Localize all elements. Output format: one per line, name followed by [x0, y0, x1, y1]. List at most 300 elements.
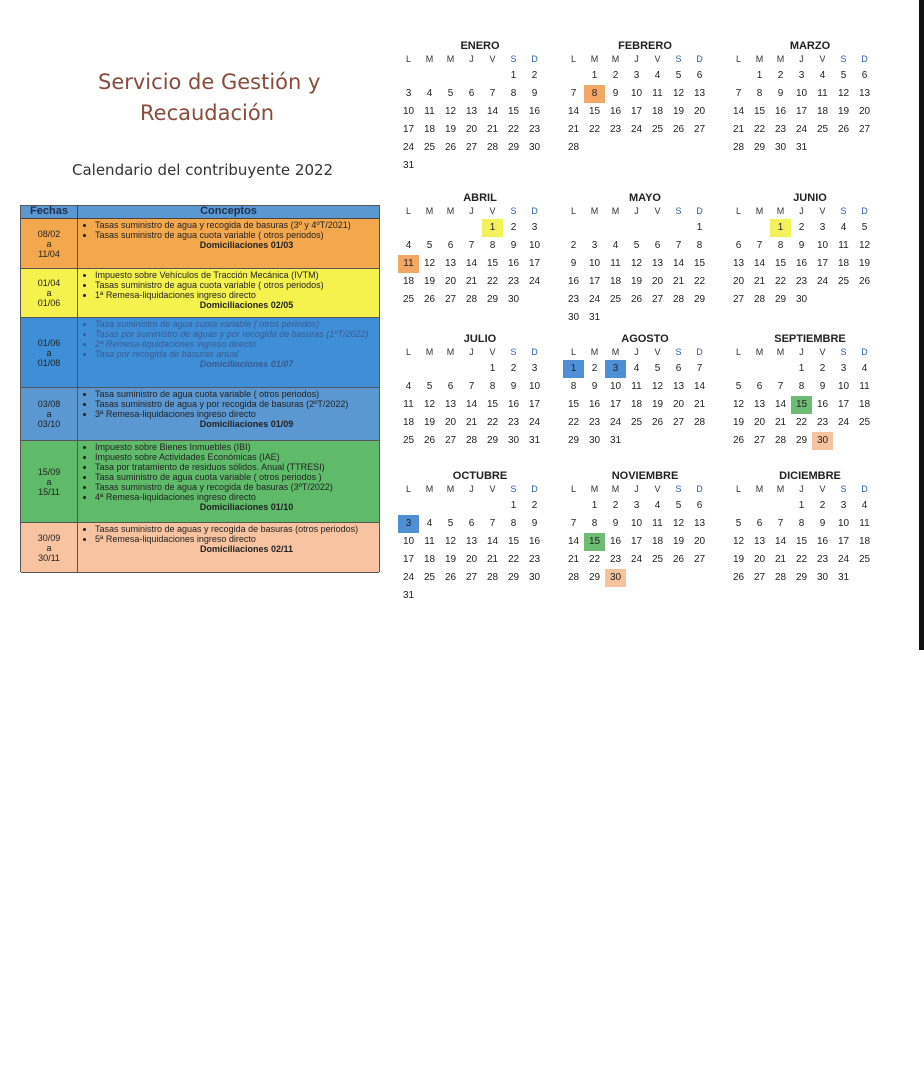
weekday-label: J — [469, 484, 474, 494]
weekday-label: L — [570, 484, 576, 494]
month-febrero — [563, 40, 713, 157]
day: 1 — [798, 363, 805, 374]
day: 13 — [444, 258, 457, 269]
day: 20 — [672, 399, 685, 410]
day: 24 — [528, 417, 541, 428]
day: 10 — [528, 240, 541, 251]
weekday-label: J — [799, 347, 804, 357]
weekday-label: V — [654, 347, 661, 357]
day: 13 — [753, 536, 766, 547]
page-subtitle: Calendario del contribuyente 2022 — [72, 161, 334, 179]
day: 8 — [510, 88, 517, 99]
day: 21 — [567, 554, 580, 565]
weekday-label: D — [696, 484, 703, 494]
day: 9 — [570, 258, 577, 269]
concepto-item: • 5ª Remesa-liquidaciones ingreso directo — [95, 534, 376, 544]
weekday-label: L — [570, 347, 576, 357]
day: 28 — [486, 142, 499, 153]
day: 12 — [672, 518, 685, 529]
day: 6 — [861, 70, 868, 81]
day: 25 — [402, 435, 415, 446]
concepto-item: • Tasas suministro de agua y por recogida de basuras (2ºT/2022) — [95, 399, 376, 409]
day: 17 — [795, 106, 808, 117]
empty-day — [728, 67, 749, 85]
day: 29 — [693, 294, 706, 305]
day: 7 — [468, 240, 475, 251]
day: 4 — [633, 363, 640, 374]
day: 4 — [654, 70, 661, 81]
day: 27 — [651, 294, 664, 305]
concepto-item: • Tasas por suministro de aguas y por recogida de basuras (1ºT/2022) — [95, 329, 376, 339]
weekday-label: M — [446, 206, 455, 216]
day: 28 — [672, 294, 685, 305]
day: 5 — [861, 222, 868, 233]
day: 22 — [693, 276, 706, 287]
empty-day — [482, 67, 503, 85]
weekday-label: S — [675, 54, 682, 64]
highlighted-day: 15 — [791, 396, 812, 414]
month-marzo — [728, 40, 878, 157]
concepto-item: • 4ª Remesa-liquidaciones ingreso directo — [95, 492, 376, 502]
month-julio — [398, 333, 548, 450]
day: 8 — [756, 88, 763, 99]
day: 31 — [402, 160, 415, 171]
day: 12 — [444, 536, 457, 547]
day: 12 — [672, 88, 685, 99]
day: 26 — [837, 124, 850, 135]
empty-day — [461, 497, 482, 515]
day: 10 — [837, 381, 850, 392]
day: 7 — [675, 240, 682, 251]
day: 15 — [486, 258, 499, 269]
day: 14 — [486, 106, 499, 117]
weekday-label: J — [799, 54, 804, 64]
day: 15 — [567, 399, 580, 410]
empty-day — [461, 67, 482, 85]
fecha-text: 15/11 — [38, 486, 60, 497]
day: 18 — [651, 106, 664, 117]
weekday-label: M — [425, 54, 434, 64]
day: 10 — [630, 518, 643, 529]
day: 29 — [795, 572, 808, 583]
weekday-label: M — [611, 484, 620, 494]
day: 3 — [405, 88, 412, 99]
weekday-header — [728, 484, 878, 497]
month-noviembre — [563, 470, 713, 587]
day: 26 — [732, 572, 745, 583]
day: 17 — [630, 536, 643, 547]
day: 18 — [816, 106, 829, 117]
concepto-item: • Tasa suministro de agua cuota variable ( otros periodos) — [95, 389, 376, 399]
day-grid — [398, 219, 545, 309]
day: 28 — [753, 294, 766, 305]
weekday-label: M — [755, 347, 764, 357]
day: 26 — [444, 142, 457, 153]
page-title-line2: Recaudación — [140, 101, 275, 125]
day: 30 — [567, 312, 580, 323]
day: 15 — [507, 106, 520, 117]
day: 22 — [588, 554, 601, 565]
day: 4 — [819, 70, 826, 81]
weekday-label: S — [510, 347, 517, 357]
day: 5 — [840, 70, 847, 81]
day: 12 — [858, 240, 871, 251]
weekday-label: J — [634, 206, 639, 216]
empty-day — [419, 360, 440, 378]
domiciliaciones-label: Domiciliaciones 02/11 — [199, 544, 294, 554]
day: 12 — [732, 399, 745, 410]
day: 30 — [795, 294, 808, 305]
day: 23 — [588, 417, 601, 428]
day: 20 — [651, 276, 664, 287]
concepto-item: • Tasas suministro de aguas y recogida de basuras (otros periodos) — [95, 524, 376, 534]
weekday-label: V — [654, 206, 661, 216]
day: 22 — [486, 276, 499, 287]
weekday-label: D — [531, 484, 538, 494]
fecha-cell — [21, 269, 78, 317]
day: 29 — [795, 435, 808, 446]
day: 7 — [489, 518, 496, 529]
day: 9 — [819, 381, 826, 392]
fecha-text: 03/10 — [37, 419, 61, 429]
day: 13 — [732, 258, 745, 269]
highlighted-day: 1 — [482, 219, 503, 237]
fecha-text: a — [46, 409, 52, 419]
highlighted-day: 8 — [584, 85, 605, 103]
day: 27 — [465, 142, 478, 153]
day: 23 — [816, 417, 829, 428]
empty-day — [728, 497, 749, 515]
day: 11 — [817, 88, 828, 99]
day: 18 — [423, 124, 436, 135]
day-grid — [563, 67, 710, 157]
day-grid — [728, 360, 875, 450]
day: 2 — [798, 222, 805, 233]
day: 9 — [531, 518, 538, 529]
day-grid — [728, 67, 875, 157]
month-name: JUNIO — [793, 192, 827, 204]
day: 19 — [630, 276, 643, 287]
day: 8 — [489, 381, 496, 392]
day: 29 — [486, 294, 499, 305]
table-row — [21, 318, 379, 388]
day: 23 — [567, 294, 580, 305]
day: 28 — [486, 572, 499, 583]
day: 13 — [465, 106, 478, 117]
day: 6 — [696, 500, 703, 511]
highlighted-day: 11 — [398, 255, 419, 273]
day: 26 — [444, 572, 457, 583]
empty-day — [440, 497, 461, 515]
day: 25 — [609, 294, 622, 305]
day: 27 — [672, 417, 685, 428]
weekday-label: S — [840, 206, 847, 216]
day: 9 — [510, 240, 517, 251]
month-name: OCTUBRE — [452, 470, 508, 482]
day: 30 — [816, 572, 829, 583]
day: 10 — [609, 381, 622, 392]
weekday-label: V — [489, 347, 496, 357]
month-name: MARZO — [789, 40, 831, 52]
weekday-label: M — [425, 206, 434, 216]
highlighted-day: 30 — [605, 569, 626, 587]
day: 27 — [858, 124, 871, 135]
scan-edge — [919, 0, 924, 650]
empty-day — [440, 219, 461, 237]
day: 3 — [633, 500, 640, 511]
day: 24 — [837, 417, 850, 428]
day: 4 — [426, 88, 433, 99]
day: 21 — [693, 399, 706, 410]
day: 19 — [651, 399, 664, 410]
day: 3 — [633, 70, 640, 81]
weekday-header — [398, 347, 548, 360]
day: 25 — [858, 554, 871, 565]
day: 8 — [798, 518, 805, 529]
day: 9 — [531, 88, 538, 99]
day: 11 — [859, 381, 870, 392]
day: 16 — [588, 399, 601, 410]
fecha-text: 01/08 — [37, 357, 61, 368]
day: 2 — [510, 363, 517, 374]
day: 7 — [756, 240, 763, 251]
weekday-header — [398, 484, 548, 497]
day: 30 — [528, 142, 541, 153]
day: 13 — [693, 88, 706, 99]
day: 30 — [528, 572, 541, 583]
day: 19 — [732, 554, 745, 565]
day: 26 — [672, 554, 685, 565]
day: 4 — [861, 363, 868, 374]
concepto-item: • Tasas suministro de agua cuota variable ( otros periodos) — [95, 230, 376, 240]
weekday-label: L — [570, 206, 576, 216]
day: 5 — [675, 70, 682, 81]
day: 15 — [588, 106, 601, 117]
day: 22 — [795, 554, 808, 565]
weekday-label: L — [405, 484, 411, 494]
empty-day — [440, 360, 461, 378]
weekday-label: D — [861, 54, 868, 64]
day: 26 — [651, 417, 664, 428]
day: 26 — [858, 276, 871, 287]
day: 23 — [609, 554, 622, 565]
weekday-label: V — [489, 206, 496, 216]
day: 17 — [402, 554, 415, 565]
day: 25 — [402, 294, 415, 305]
day: 16 — [816, 536, 829, 547]
day: 25 — [858, 417, 871, 428]
day: 6 — [675, 363, 682, 374]
day: 31 — [837, 572, 850, 583]
day: 2 — [591, 363, 598, 374]
weekday-label: M — [590, 206, 599, 216]
weekday-label: J — [469, 54, 474, 64]
day: 6 — [468, 88, 475, 99]
day: 6 — [654, 240, 661, 251]
fecha-text: a — [46, 347, 52, 358]
weekday-label: J — [469, 347, 474, 357]
fecha-text: a — [46, 288, 52, 298]
weekday-label: V — [654, 484, 661, 494]
day: 9 — [510, 381, 517, 392]
highlighted-day: 30 — [812, 432, 833, 450]
weekday-label: M — [776, 54, 785, 64]
empty-day — [563, 219, 584, 237]
weekday-label: J — [799, 206, 804, 216]
fecha-text: a — [46, 542, 52, 553]
fecha-text: a — [46, 238, 52, 249]
day: 17 — [816, 258, 829, 269]
weekday-label: M — [755, 484, 764, 494]
weekday-header — [563, 347, 713, 360]
day: 18 — [630, 399, 643, 410]
day: 7 — [489, 88, 496, 99]
concepto-item: • 3ª Remesa-liquidaciones ingreso directo — [95, 409, 376, 419]
day: 25 — [423, 572, 436, 583]
day: 29 — [507, 142, 520, 153]
month-diciembre — [728, 470, 878, 587]
day: 29 — [486, 435, 499, 446]
weekday-header — [728, 206, 878, 219]
day: 9 — [612, 518, 619, 529]
empty-day — [668, 219, 689, 237]
fecha-text: 03/08 — [37, 399, 61, 409]
day: 13 — [753, 399, 766, 410]
concepto-item: • Tasa por tratamiento de residuos sólidos. Anual (TTRESI) — [95, 462, 376, 472]
day: 25 — [651, 124, 664, 135]
month-name: FEBRERO — [618, 40, 672, 52]
day: 16 — [816, 399, 829, 410]
day: 21 — [486, 124, 499, 135]
day: 7 — [735, 88, 742, 99]
day: 21 — [567, 124, 580, 135]
day: 10 — [795, 88, 808, 99]
day: 2 — [777, 70, 784, 81]
day: 11 — [610, 258, 621, 269]
concepto-item: • Impuesto sobre Bienes Inmuebles (IBI) — [95, 442, 376, 452]
day: 22 — [795, 417, 808, 428]
day: 18 — [423, 554, 436, 565]
empty-day — [398, 67, 419, 85]
weekday-header — [398, 206, 548, 219]
day: 12 — [732, 536, 745, 547]
concepto-item: • Impuesto sobre Vehículos de Tracción Mecánica (IVTM) — [95, 270, 376, 280]
empty-day — [419, 497, 440, 515]
day: 27 — [693, 554, 706, 565]
weekday-header — [563, 54, 713, 67]
weekday-label: S — [675, 347, 682, 357]
day: 16 — [528, 106, 541, 117]
day: 15 — [774, 258, 787, 269]
day: 3 — [591, 240, 598, 251]
weekday-label: S — [510, 206, 517, 216]
day: 9 — [612, 88, 619, 99]
empty-day — [749, 497, 770, 515]
day: 10 — [630, 88, 643, 99]
day: 14 — [672, 258, 685, 269]
empty-day — [563, 67, 584, 85]
header-conceptos: Conceptos — [200, 205, 257, 217]
day: 11 — [631, 381, 642, 392]
weekday-header — [398, 54, 548, 67]
day: 1 — [591, 500, 598, 511]
fecha-cell — [21, 318, 78, 387]
month-name: SEPTIEMBRE — [774, 333, 846, 345]
day: 16 — [507, 399, 520, 410]
table-row — [21, 219, 379, 269]
table-row — [21, 269, 379, 318]
day: 21 — [465, 417, 478, 428]
day: 7 — [468, 381, 475, 392]
month-septiembre — [728, 333, 878, 450]
fecha-text: 01/04 — [37, 278, 61, 288]
empty-day — [482, 497, 503, 515]
day: 9 — [777, 88, 784, 99]
weekday-label: D — [696, 206, 703, 216]
fecha-cell — [21, 523, 78, 572]
day: 1 — [591, 70, 598, 81]
day: 6 — [735, 240, 742, 251]
day: 4 — [840, 222, 847, 233]
empty-day — [398, 360, 419, 378]
day: 7 — [777, 518, 784, 529]
day: 1 — [696, 222, 703, 233]
day: 6 — [756, 381, 763, 392]
day: 3 — [819, 222, 826, 233]
day: 21 — [465, 276, 478, 287]
weekday-label: L — [735, 484, 741, 494]
weekday-header — [563, 206, 713, 219]
day: 3 — [798, 70, 805, 81]
day: 5 — [426, 381, 433, 392]
day: 2 — [510, 222, 517, 233]
day: 8 — [798, 381, 805, 392]
day: 10 — [402, 536, 415, 547]
month-abril — [398, 192, 548, 309]
weekday-label: M — [590, 484, 599, 494]
weekday-label: M — [590, 54, 599, 64]
table-row — [21, 523, 379, 573]
day: 30 — [774, 142, 787, 153]
day: 4 — [654, 500, 661, 511]
day: 9 — [819, 518, 826, 529]
day: 13 — [858, 88, 871, 99]
empty-day — [647, 219, 668, 237]
day: 18 — [402, 417, 415, 428]
day: 16 — [774, 106, 787, 117]
day: 11 — [859, 518, 870, 529]
weekday-label: D — [861, 347, 868, 357]
day: 13 — [693, 518, 706, 529]
day: 20 — [753, 417, 766, 428]
day: 28 — [774, 435, 787, 446]
day: 23 — [795, 276, 808, 287]
day: 2 — [531, 500, 538, 511]
day: 22 — [567, 417, 580, 428]
weekday-label: M — [446, 54, 455, 64]
conceptos-cell — [78, 219, 379, 268]
day: 20 — [444, 276, 457, 287]
day: 25 — [816, 124, 829, 135]
concepto-item: • Tasas suministro de agua y recogida de basuras (3ºT/2022) — [95, 482, 376, 492]
day: 19 — [444, 554, 457, 565]
day: 11 — [652, 518, 663, 529]
day: 18 — [858, 536, 871, 547]
day: 20 — [858, 106, 871, 117]
day: 1 — [798, 500, 805, 511]
domiciliaciones-label: Domiciliaciones 01/09 — [199, 419, 294, 429]
concepto-item: • Tasas suministro de agua y recogida de basuras (3º y 4ºT/2021) — [95, 220, 376, 230]
